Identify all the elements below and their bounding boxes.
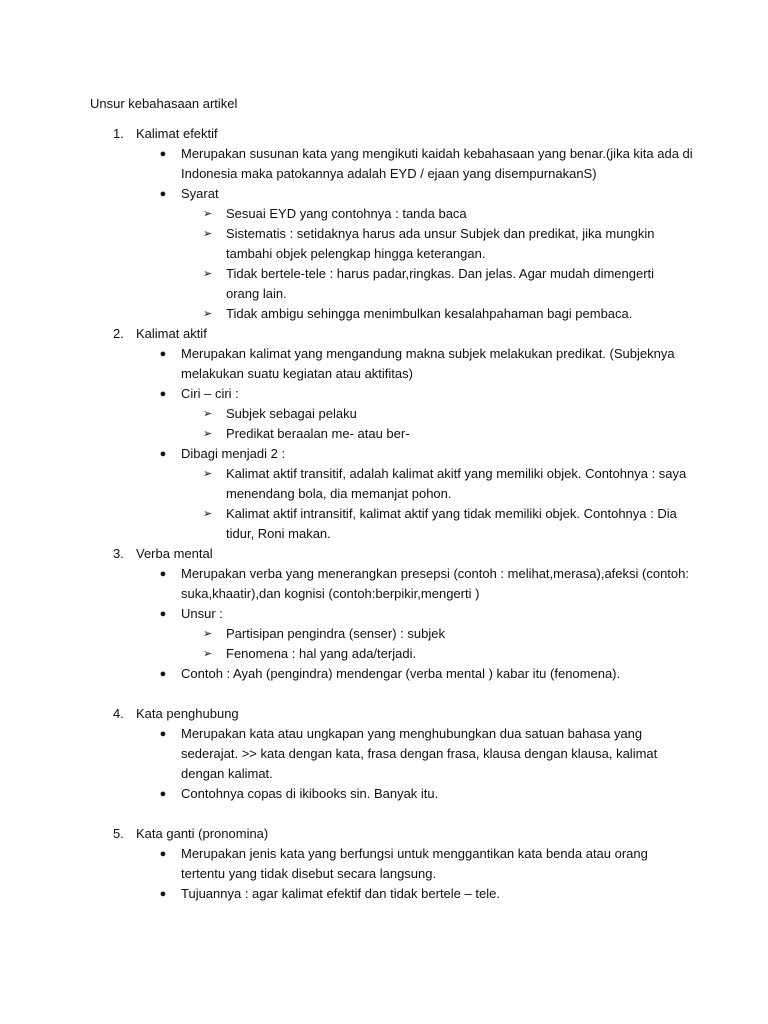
list-section [0, 544, 768, 684]
bullet-dot-icon: ● [159, 388, 167, 400]
sub-item [0, 424, 768, 444]
document-title: Unsur kebahasaan artikel [90, 96, 238, 111]
bullet-item [0, 184, 768, 204]
bullet-item [0, 844, 768, 884]
bullet-dot-icon: ● [159, 188, 167, 200]
bullet-item [0, 604, 768, 624]
sub-item-text: Kalimat aktif transitif, adalah kalimat akitf yang memiliki objek. Contohnya : saya [226, 466, 687, 481]
bullet-item [0, 784, 768, 804]
bullet-dot-icon: ● [159, 668, 167, 680]
sub-item [0, 504, 768, 544]
bullet-text: Merupakan verba yang menerangkan presepsi (contoh : melihat,merasa),afeksi (contoh: [181, 566, 689, 581]
arrowhead-bullet-icon: ➢ [203, 208, 213, 220]
sub-item [0, 464, 768, 504]
list-section [0, 704, 768, 804]
bullet-item [0, 344, 768, 384]
bullet-dot-icon: ● [159, 148, 167, 160]
bullet-dot-icon: ● [159, 728, 167, 740]
arrowhead-bullet-icon: ➢ [203, 508, 213, 520]
sub-item-text: orang lain. [226, 286, 287, 301]
section-number: 5. [113, 826, 124, 841]
arrowhead-bullet-icon: ➢ [203, 628, 213, 640]
bullet-text: dengan kalimat. [181, 766, 273, 781]
bullet-text: Dibagi menjadi 2 : [181, 446, 286, 461]
bullet-text: Tujuannya : agar kalimat efektif dan tidak bertele – tele. [181, 886, 500, 901]
sub-item-text: Tidak ambigu sehingga menimbulkan kesalahpahaman bagi pembaca. [226, 306, 633, 321]
bullet-text: suka,khaatir),dan kognisi (contoh:berpikir,mengerti ) [181, 586, 480, 601]
bullet-dot-icon: ● [159, 888, 167, 900]
sub-item-text: Kalimat aktif intransitif, kalimat aktif yang tidak memiliki objek. Contohnya : Dia [226, 506, 677, 521]
arrowhead-bullet-icon: ➢ [203, 468, 213, 480]
sub-item-text: tidur, Roni makan. [226, 526, 331, 541]
sub-item-text: Subjek sebagai pelaku [226, 406, 357, 421]
section-title: Kata ganti (pronomina) [136, 826, 269, 841]
section-heading [0, 124, 768, 144]
sub-item [0, 624, 768, 644]
sub-item [0, 264, 768, 304]
bullet-dot-icon: ● [159, 348, 167, 360]
section-number: 2. [113, 326, 124, 341]
arrowhead-bullet-icon: ➢ [203, 268, 213, 280]
bullet-text: Merupakan jenis kata yang berfungsi untuk menggantikan kata benda atau orang [181, 846, 648, 861]
sub-item-text: Predikat beraalan me- atau ber- [226, 426, 410, 441]
section-heading [0, 824, 768, 844]
bullet-text: Syarat [181, 186, 219, 201]
bullet-text: Contoh : Ayah (pengindra) mendengar (verba mental ) kabar itu (fenomena). [181, 666, 621, 681]
bullet-item [0, 564, 768, 604]
list-section [0, 124, 768, 324]
bullet-item [0, 664, 768, 684]
bullet-text: melakukan suatu kegiatan atau aktifitas) [181, 366, 413, 381]
section-title: Kalimat efektif [136, 126, 218, 141]
bullet-text: Merupakan kata atau ungkapan yang menghubungkan dua satuan bahasa yang [181, 726, 643, 741]
arrowhead-bullet-icon: ➢ [203, 228, 213, 240]
sub-item [0, 644, 768, 664]
section-heading [0, 704, 768, 724]
section-title: Verba mental [136, 546, 213, 561]
arrowhead-bullet-icon: ➢ [203, 648, 213, 660]
bullet-dot-icon: ● [159, 788, 167, 800]
sub-item-text: Sistematis : setidaknya harus ada unsur Subjek dan predikat, jika mungkin [226, 226, 655, 241]
sub-item-text: Sesuai EYD yang contohnya : tanda baca [226, 206, 467, 221]
section-title: Kata penghubung [136, 706, 239, 721]
section-heading [0, 324, 768, 344]
section-list [0, 124, 768, 904]
arrowhead-bullet-icon: ➢ [203, 428, 213, 440]
list-section [0, 824, 768, 904]
bullet-dot-icon: ● [159, 608, 167, 620]
sub-item-text: menendang bola, dia memanjat pohon. [226, 486, 452, 501]
bullet-dot-icon: ● [159, 848, 167, 860]
sub-item-text: tambahi objek pelengkap hingga keterangan. [226, 246, 486, 261]
bullet-dot-icon: ● [159, 448, 167, 460]
bullet-item [0, 884, 768, 904]
bullet-text: Contohnya copas di ikibooks sin. Banyak itu. [181, 786, 439, 801]
bullet-text: tertentu yang tidak disebut secara langsung. [181, 866, 437, 881]
section-heading [0, 544, 768, 564]
sub-item [0, 404, 768, 424]
section-number: 1. [113, 126, 124, 141]
bullet-text: Merupakan kalimat yang mengandung makna subjek melakukan predikat. (Subjeknya [181, 346, 675, 361]
bullet-item [0, 384, 768, 404]
sub-item [0, 224, 768, 264]
arrowhead-bullet-icon: ➢ [203, 308, 213, 320]
sub-item-text: Tidak bertele-tele : harus padar,ringkas. Dan jelas. Agar mudah dimengerti [226, 266, 655, 281]
section-number: 4. [113, 706, 124, 721]
bullet-text: Ciri – ciri : [181, 386, 239, 401]
bullet-text: Indonesia maka patokannya adalah EYD / ejaan yang disempurnakanS) [181, 166, 597, 181]
bullet-item [0, 724, 768, 784]
bullet-text: Merupakan susunan kata yang mengikuti kaidah kebahasaan yang benar.(jika kita ada di [181, 146, 693, 161]
bullet-text: sederajat. >> kata dengan kata, frasa dengan frasa, klausa dengan klausa, kalimat [181, 746, 658, 761]
list-section [0, 324, 768, 544]
sub-item-text: Fenomena : hal yang ada/terjadi. [226, 646, 417, 661]
bullet-item [0, 444, 768, 464]
sub-item [0, 304, 768, 324]
section-number: 3. [113, 546, 124, 561]
arrowhead-bullet-icon: ➢ [203, 408, 213, 420]
bullet-dot-icon: ● [159, 568, 167, 580]
sub-item [0, 204, 768, 224]
bullet-item [0, 144, 768, 184]
sub-item-text: Partisipan pengindra (senser) : subjek [226, 626, 445, 641]
bullet-text: Unsur : [181, 606, 223, 621]
section-title: Kalimat aktif [136, 326, 207, 341]
